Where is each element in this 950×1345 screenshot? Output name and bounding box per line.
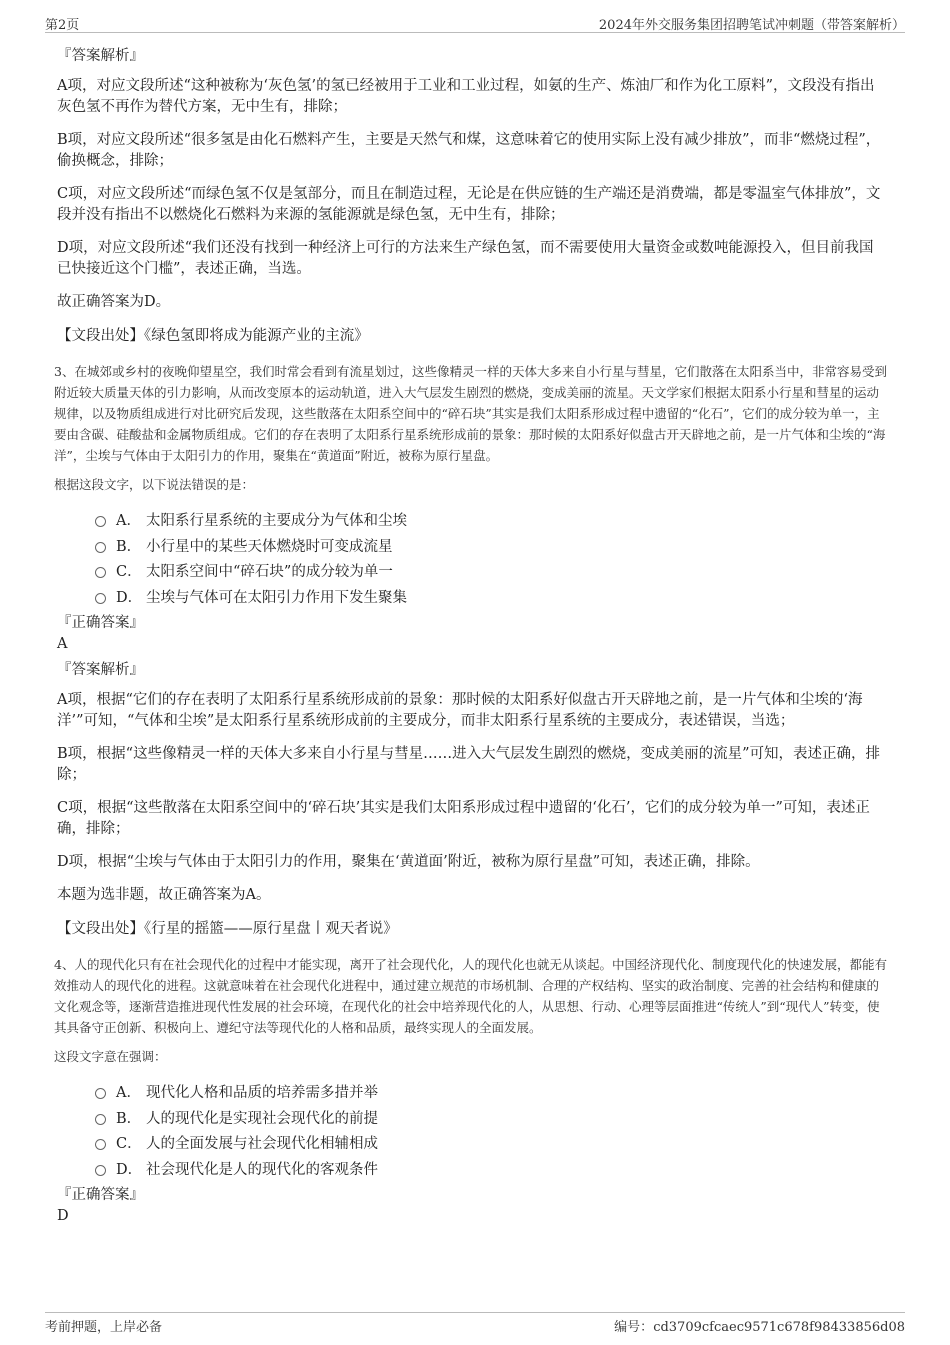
radio-icon[interactable] [95,593,106,604]
analysis-label: 『答案解析』 [57,662,144,678]
analysis-label: 『答案解析』 [57,48,144,64]
option-c[interactable] [95,558,887,584]
correct-answer-label: 『正确答案』 [57,615,144,631]
option-letter: C． [116,1136,142,1153]
document-content [54,44,887,1230]
analysis-paragraph: A项，对应文段所述“这种被称为‘灰色氢’的氢已经被用于工业和工业过程，如氨的生产、炼油厂和作为化工原料”，文段没有指出灰色氢不再作为替代方案，无中生有，排除； [57,78,875,115]
option-text: 太阳系行星系统的主要成分为气体和尘埃 [146,513,407,530]
radio-icon[interactable] [95,1139,106,1150]
option-a[interactable] [95,507,887,533]
option-text: 尘埃与气体可在太阳引力作用下发生聚集 [146,589,407,606]
conclusion-paragraph: 本题为选非题，故正确答案为A。 [57,887,271,903]
option-text: 人的现代化是实现社会现代化的前提 [146,1110,378,1127]
option-letter: A． [116,513,141,530]
option-letter: D． [116,1161,143,1178]
option-b[interactable] [95,533,887,559]
option-letter: B． [116,1110,142,1127]
radio-icon[interactable] [95,1114,106,1125]
option-b[interactable] [95,1105,887,1131]
correct-answer-label: 『正确答案』 [57,1187,144,1203]
question-3-options [95,507,887,609]
question-4-prompt: 这段文字意在强调： [54,1049,167,1064]
option-text: 人的全面发展与社会现代化相辅相成 [146,1136,378,1153]
correct-answer: A [57,636,68,652]
code-label: 编号： [614,1320,654,1335]
analysis-paragraph: C项，根据“这些散落在太阳系空间中的‘碎石块’其实是我们太阳系形成过程中遗留的‘化石’，它们的成分较为单一”可知，表述正确，排除； [57,800,870,837]
radio-icon[interactable] [95,516,106,527]
option-text: 小行星中的某些天体燃烧时可变成流星 [146,538,393,555]
analysis-paragraph: B项，对应文段所述“很多氢是由化石燃料产生，主要是天然气和煤，这意味着它的使用实际上没有减少排放”，而非“燃烧过程”，偷换概念，排除； [57,132,881,169]
radio-icon[interactable] [95,1165,106,1176]
radio-icon[interactable] [95,1088,106,1099]
code-value: cd3709cfcaec9571c678f98433856d08 [653,1320,905,1335]
document-title: 2024年外交服务集团招聘笔试冲刺题（带答案解析） [598,18,905,33]
radio-icon[interactable] [95,567,106,578]
page-footer [45,1312,905,1336]
option-letter: C． [116,564,142,581]
document-code [614,1316,905,1335]
option-letter: A． [116,1085,141,1102]
footer-slogan: 考前押题，上岸必备 [45,1320,163,1335]
option-d[interactable] [95,1156,887,1182]
question-4-options [95,1079,887,1181]
conclusion-paragraph: 故正确答案为D。 [57,294,171,310]
analysis-paragraph: D项，对应文段所述“我们还没有找到一种经济上可行的方法来生产绿色氢，而不需要使用大量资金或数吨能源投入，但目前我国已快接近这个门槛”，表述正确，当选。 [57,240,874,277]
option-letter: B． [116,538,142,555]
option-text: 社会现代化是人的现代化的客观条件 [146,1161,378,1178]
option-letter: D． [116,589,143,606]
option-text: 现代化人格和品质的培养需多措并举 [146,1085,378,1102]
question-4-text: 4、人的现代化只有在社会现代化的过程中才能实现，离开了社会现代化，人的现代化也就无从谈起。中国经济现代化、制度现代化的快速发展，都能有效推动人的现代化的进程。这就意味着在社会现代化进程中，通过建立规范的市场机制、合理的产权结构、坚实的政治制度、完善的社会结构和健康的文化观念等，逐渐营造推进现代性发展的社会环境，在现代化的社会中培养现代化的人，从思想、行动、心理等层面推进“传统人”到“现代人”转变，使其具备守正创新、积极向上、遵纪守法等现代化的人格和品质，最终实现人的全面发展。 [54,957,887,1035]
analysis-paragraph: B项，根据“这些像精灵一样的天体大多来自小行星与彗星……进入大气层发生剧烈的燃烧，变成美丽的流星”可知，表述正确，排除； [57,746,880,783]
analysis-paragraph: D项，根据“尘埃与气体由于太阳引力的作用，聚集在‘黄道面’附近，被称为原行星盘”可知，表述正确，排除。 [57,854,760,870]
option-c[interactable] [95,1130,887,1156]
source-citation: 【文段出处】《绿色氢即将成为能源产业的主流》 [57,328,369,344]
analysis-paragraph: C项，对应文段所述“而绿色氢不仅是氢部分，而且在制造过程，无论是在供应链的生产端还是消费端，都是零温室气体排放”，文段并没有指出不以燃烧化石燃料为来源的氢能源就是绿色氢，无中生有，排除； [57,186,881,223]
page-header [45,12,905,33]
analysis-paragraph: A项，根据“它们的存在表明了太阳系行星系统形成前的景象：那时候的太阳系好似盘古开天辟地之前，是一片气体和尘埃的‘海洋’”可知，“气体和尘埃”是太阳系行星系统形成前的主要成分，而非太阳系行星系统的主要成分，表述错误，当选； [57,692,863,729]
radio-icon[interactable] [95,542,106,553]
option-a[interactable] [95,1079,887,1105]
source-citation: 【文段出处】《行星的摇篮——原行星盘丨观天者说》 [57,921,398,937]
option-d[interactable] [95,584,887,610]
question-3-prompt: 根据这段文字，以下说法错误的是： [54,477,255,492]
page-number: 第2页 [45,18,80,33]
question-3-text: 3、在城郊或乡村的夜晚仰望星空，我们时常会看到有流星划过，这些像精灵一样的天体大多来自小行星与彗星，它们散落在太阳系当中，非常容易受到附近较大质量天体的引力影响，从而改变原本的运动轨道，进入大气层发生剧烈的燃烧，变成美丽的流星。天文学家们根据太阳系小行星和彗星的运动规律，以及物质组成进行对比研究后发现，这些散落在太阳系空间中的“碎石块”其实是我们太阳系形成过程中遗留的“化石”，它们的成分较为单一，主要由含碳、硅酸盐和金属物质组成。它们的存在表明了太阳系行星系统形成前的景象：那时候的太阳系好似盘古开天辟地之前，是一片气体和尘埃的“海洋”，尘埃与气体由于太阳引力的作用，聚集在“黄道面”附近，被称为原行星盘。 [54,364,887,463]
correct-answer: D [57,1208,69,1224]
option-text: 太阳系空间中“碎石块”的成分较为单一 [146,564,393,581]
